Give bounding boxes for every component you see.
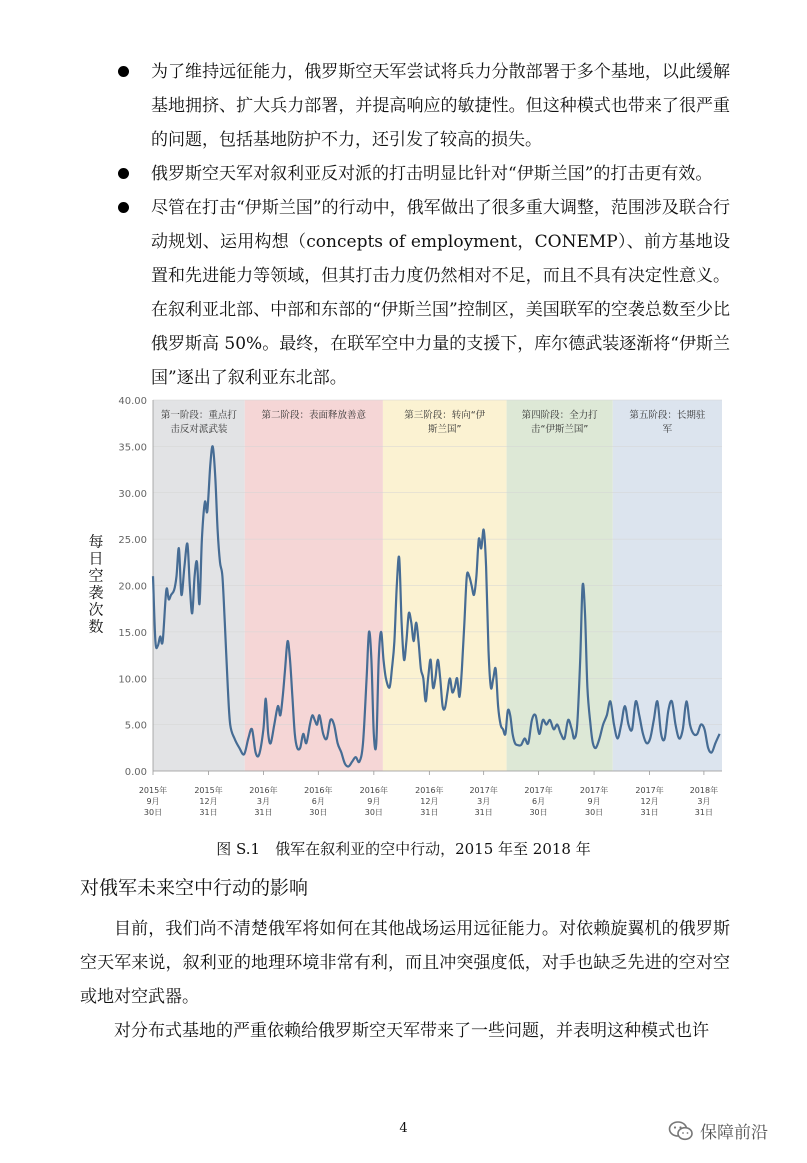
x-tick-label: 2017年	[524, 786, 553, 795]
x-tick-label: 6月	[311, 797, 325, 806]
x-tick-label: 31日	[199, 808, 218, 817]
phase-label: 第三阶段：转向“伊	[404, 410, 486, 421]
y-tick-label: 30.00	[118, 488, 147, 500]
x-tick-label: 3月	[697, 797, 711, 806]
x-tick-label: 31日	[420, 808, 439, 817]
x-tick-label: 9月	[146, 797, 160, 806]
y-axis-label: 袭	[88, 583, 104, 602]
bullet-dot	[118, 168, 129, 179]
phase-label: 击反对派武装	[170, 424, 228, 435]
section-heading: 对俄军未来空中行动的影响	[80, 877, 309, 899]
x-tick-label: 3月	[256, 797, 270, 806]
x-tick-label: 9月	[367, 797, 381, 806]
watermark-text: 保障前沿	[700, 1123, 768, 1143]
y-tick-label: 35.00	[118, 442, 147, 454]
x-tick-label: 2015年	[194, 786, 223, 795]
x-tick-label: 2018年	[689, 786, 719, 795]
x-tick-label: 9月	[587, 797, 601, 806]
y-axis-label: 日	[88, 549, 104, 568]
x-tick-label: 30日	[143, 808, 163, 817]
bullet-text: 尽管在打击“伊斯兰国”的行动中，俄军做出了很多重大调整，范围涉及联合行动规划、运用构想（concepts of employment，CONEMP）、前方基地设置和先进能力等领域，但其打击力度仍然相对不足，而且不具有决定性意义。在叙利亚北部、中部和东部的“伊斯兰国”控制区，美国联军的空袭总数至少比俄罗斯高 50%。最终，在联军空中力量的支援下，库尔德武装逐渐将“伊斯兰国”逐出了叙利亚东北部。	[151, 198, 730, 388]
airstrike-chart	[80, 388, 730, 833]
bullet-item	[118, 191, 730, 395]
x-tick-label: 2016年	[249, 786, 278, 795]
x-tick-label: 30日	[309, 808, 328, 817]
phase-label: 第四阶段：全力打	[521, 410, 598, 421]
y-axis-label: 每	[88, 532, 104, 551]
x-tick-label: 31日	[474, 808, 493, 817]
x-tick-label: 30日	[584, 808, 604, 817]
x-tick-label: 30日	[364, 808, 383, 817]
phase-label: 第五阶段：长期驻	[629, 410, 706, 421]
y-tick-label: 10.00	[118, 674, 147, 686]
x-tick-label: 30日	[529, 808, 548, 817]
y-tick-label: 25.00	[118, 535, 147, 547]
x-tick-label: 2016年	[415, 786, 444, 795]
phase-label: 斯兰国”	[428, 424, 462, 435]
bullet-text: 俄罗斯空天军对叙利亚反对派的打击明显比针对“伊斯兰国”的打击更有效。	[151, 164, 713, 184]
bullet-list	[118, 55, 730, 395]
x-tick-label: 2016年	[304, 786, 333, 795]
phase-label: 第二阶段：表面释放善意	[261, 410, 367, 421]
bullet-dot	[118, 202, 129, 213]
watermark	[668, 1118, 768, 1143]
y-tick-label: 20.00	[118, 581, 147, 593]
y-axis-label: 空	[88, 566, 104, 585]
page-number: 4	[399, 1121, 408, 1136]
paragraph: 对分布式基地的严重依赖给俄罗斯空天军带来了一些问题，并表明这种模式也许	[114, 1021, 709, 1041]
x-tick-label: 2017年	[635, 786, 664, 795]
figure-caption: 图 S.1 俄军在叙利亚的空中行动，2015 年至 2018 年	[216, 840, 591, 858]
x-tick-label: 2017年	[469, 786, 498, 795]
phase-label: 第一阶段：重点打	[160, 410, 237, 421]
x-tick-label: 6月	[532, 797, 546, 806]
x-tick-label: 2015年	[138, 786, 168, 795]
y-tick-label: 40.00	[118, 396, 147, 407]
y-tick-label: 0.00	[124, 767, 147, 778]
y-tick-label: 15.00	[118, 627, 147, 639]
y-axis-label: 次	[88, 600, 104, 619]
x-tick-label: 2017年	[579, 786, 609, 795]
x-tick-label: 31日	[254, 808, 273, 817]
bullet-item	[118, 55, 730, 157]
y-tick-label: 5.00	[124, 720, 147, 732]
bullet-text: 为了维持远征能力，俄罗斯空天军尝试将兵力分散部署于多个基地，以此缓解基地拥挤、扩大兵力部署，并提高响应的敏捷性。但这种模式也带来了很严重的问题，包括基地防护不力，还引发了较高的损失。	[151, 62, 730, 150]
x-tick-label: 12月	[640, 797, 659, 806]
x-tick-label: 31日	[694, 808, 713, 817]
x-tick-label: 2016年	[359, 786, 389, 795]
bullet-dot	[118, 66, 129, 77]
x-tick-label: 31日	[640, 808, 659, 817]
phase-label: 击“伊斯兰国”	[531, 424, 589, 435]
y-axis-label: 数	[88, 617, 104, 636]
paragraph: 目前，我们尚不清楚俄军将如何在其他战场运用远征能力。对依赖旋翼机的俄罗斯空天军来说，叙利亚的地理环境非常有利，而且冲突强度低，对手也缺乏先进的空对空或地对空武器。	[80, 919, 730, 1007]
x-tick-label: 3月	[477, 797, 491, 806]
bullet-item	[118, 157, 730, 191]
x-tick-label: 12月	[199, 797, 218, 806]
x-tick-label: 12月	[420, 797, 439, 806]
wechat-icon	[668, 1120, 694, 1142]
phase-label: 军	[662, 424, 673, 435]
